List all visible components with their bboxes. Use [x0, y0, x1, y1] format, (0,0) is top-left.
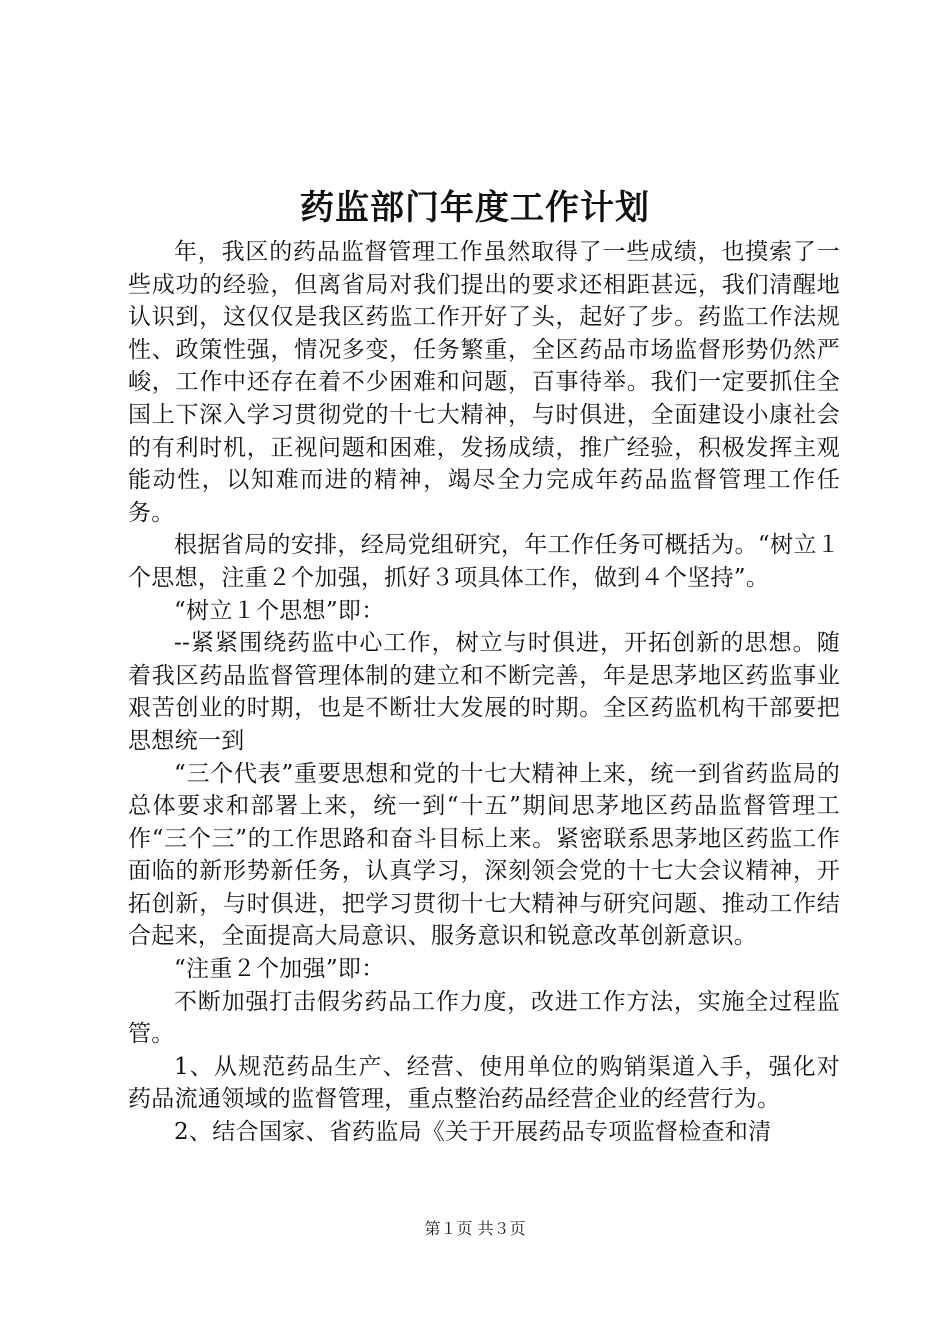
paragraph-9: 2、结合国家、省药监局《关于开展药品专项监督检查和清: [174, 1119, 772, 1146]
paragraph-8: 1、从规范药品生产、经营、使用单位的购销渠道入手，强化对药品流通领域的监督管理，重点整治药品经营企业的经营行为。: [128, 1053, 840, 1113]
paragraph-2: 根据省局的安排，经局党组研究，年工作任务可概括为。“树立１个思想，注重２个加强，抓好３项具体工作，做到４个坚持”。: [128, 532, 840, 591]
document-body: [128, 236, 840, 1149]
paragraph-4: --紧紧围绕药监中心工作，树立与时俱进，开拓创新的思想。随着我区药品监督管理体制的建立和不断完善，年是思茅地区药监事业艰苦创业的时期，也是不断壮大发展的时期。全区药监机构干部要把思想统一到: [128, 630, 840, 754]
paragraph-3: “树立１个思想”即：: [174, 597, 385, 624]
paragraph-6: “注重２个加强”即：: [174, 956, 385, 983]
document-title: 药监部门年度工作计划: [300, 188, 650, 228]
page-number-footer: 第１页 共３页: [424, 1219, 526, 1238]
paragraph-7: 不断加强打击假劣药品工作力度，改进工作方法，实施全过程监管。: [128, 988, 840, 1048]
paragraph-1: 年，我区的药品监督管理工作虽然取得了一些成绩，也摸索了一些成功的经验，但离省局对我们提出的要求还相距甚远，我们清醒地认识到，这仅仅是我区药监工作开好了头，起好了步。药监工作法规性、政策性强，情况多变，任务繁重，全区药品市场监督形势仍然严峻，工作中还存在着不少困难和问题，百事待举。我们一定要抓住全国上下深入学习贯彻党的十七大精神，与时俱进，全面建设小康社会的有利时机，正视问题和困难，发扬成绩，推广经验，积极发挥主观能动性，以知难而进的精神，竭尽全力完成年药品监督管理工作任务。: [128, 239, 840, 526]
paragraph-5: “三个代表”重要思想和党的十七大精神上来，统一到省药监局的总体要求和部署上来，统一到“十五”期间思茅地区药品监督管理工作“三个三”的工作思路和奋斗目标上来。紧密联系思茅地区药监工作面临的新形势新任务，认真学习，深刻领会党的十七大会议精神，开拓创新，与时俱进，把学习贯彻十七大精神与研究问题、推动工作结合起来，全面提高大局意识、服务意识和锐意改革创新意识。: [128, 760, 840, 950]
